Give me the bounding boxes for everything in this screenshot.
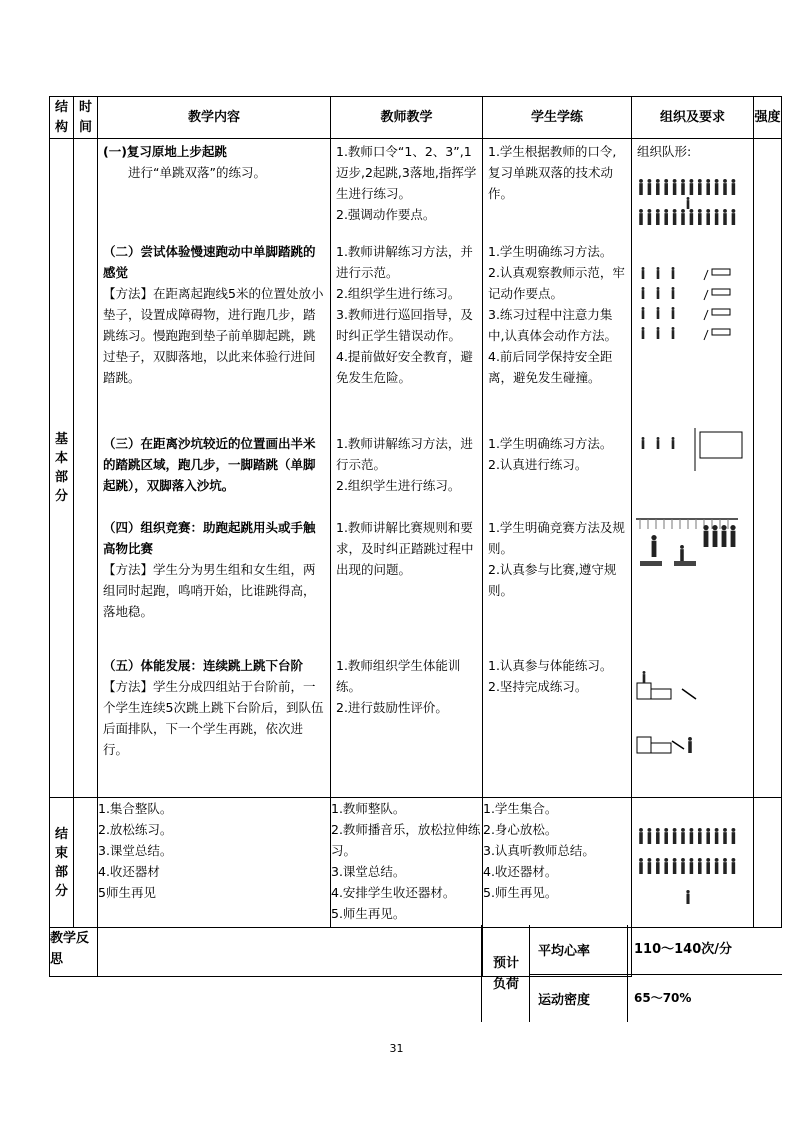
formation-student-icon: [656, 858, 660, 874]
formation-student-icon: [673, 858, 677, 874]
formation-student-icon: [731, 858, 735, 874]
waiting-student-icon: [721, 525, 726, 547]
arrow-icon: [672, 741, 684, 749]
student-icon: [672, 287, 675, 299]
formation-student-icon: [664, 179, 668, 195]
formation-student-icon: [698, 209, 702, 225]
end-student: 1.学生集合。 2.身心放松。 3.认真听教师总结。 4.收还器材。 5.师生再见。: [483, 798, 632, 928]
student-1: 1.学生根据教师的口令,复习单跳双落的技术动作。: [488, 144, 617, 201]
formation-student-icon: [698, 179, 702, 195]
end-org-cell: [632, 798, 754, 928]
student-5: 1.认真参与体能练习。 2.坚持完成练习。: [488, 658, 613, 694]
student-icon: [657, 287, 660, 299]
step-box-icon: [651, 743, 671, 753]
formation-student-icon: [647, 828, 651, 844]
formation-student-icon: [715, 209, 719, 225]
formation-student-icon: [723, 828, 727, 844]
formation-student-icon: [639, 858, 643, 874]
formation-student-icon: [715, 828, 719, 844]
formation-student-icon: [689, 179, 693, 195]
teacher-2: 1.教师讲解练习方法，并进行示范。 2.组织学生进行练习。 3.教师进行巡回指导，及时纠正学生错误动作。 4.提前做好安全教育，避免发生危险。: [336, 244, 473, 385]
header-row: [50, 97, 782, 139]
mat-icon: [712, 309, 730, 315]
student-icon: [688, 737, 692, 753]
section-1-title: (一)复习原地上步起跳: [103, 144, 227, 159]
student-icon: [657, 307, 660, 319]
sandpit-icon: [700, 432, 742, 458]
formation-student-icon: [689, 828, 693, 844]
student-icon: [642, 437, 645, 449]
basic-content-cell: [98, 139, 331, 798]
formation-student-icon: [723, 858, 727, 874]
section-4: [98, 515, 330, 653]
teacher-icon: [686, 890, 689, 904]
formation-student-icon: [731, 179, 735, 195]
step-box-icon: [637, 737, 651, 753]
teacher-1: 1.教师口令“1、2、3”,1迈步,2起跳,3落地,指挥学生进行练习。 2.强调动作要点。: [336, 144, 477, 222]
runner-icon: [680, 545, 684, 561]
header-teacher: 教师教学: [331, 97, 483, 139]
section-4-title: （四）组织竞赛：助跑起跳用头或手触高物比赛: [103, 520, 316, 556]
waiting-student-icon: [730, 525, 735, 547]
student-icon: [672, 437, 675, 449]
formation-student-icon: [731, 828, 735, 844]
mat-icon: [674, 561, 696, 566]
lesson-plan-table: [49, 96, 782, 977]
section-4-body: 学生分为男生组和女生组，两组同时起跑，鸣哨开始，比谁跳得高，落地稳。: [103, 562, 316, 619]
teacher-icon: [687, 197, 690, 209]
formation-student-icon: [681, 858, 685, 874]
basic-intensity-cell: [754, 139, 782, 798]
density-value: 65～70%: [627, 974, 782, 1022]
org-label: 组织队形:: [637, 144, 692, 159]
formation-student-icon: [664, 828, 668, 844]
basic-org-cell: [632, 139, 754, 798]
formation-student-icon: [673, 209, 677, 225]
end-formation-diagram: [632, 798, 752, 926]
teacher-5: 1.教师组织学生体能训练。 2.进行鼓励性评价。: [336, 658, 461, 715]
formation-student-icon: [689, 209, 693, 225]
student-icon: [657, 267, 660, 279]
section-1-body: 进行“单跳双落”的练习。: [128, 165, 266, 180]
load-row-density: [529, 974, 782, 1022]
student-icon: [657, 437, 660, 449]
formation-student-icon: [681, 179, 685, 195]
load-panel: [481, 925, 781, 1023]
section-5-method-tag: 【方法】: [103, 679, 154, 694]
slash-mark-icon: [704, 290, 708, 300]
student-icon: [672, 327, 675, 339]
formation-student-icon: [647, 858, 651, 874]
formation-student-icon: [656, 209, 660, 225]
header-structure: 结构: [50, 97, 74, 139]
formation-student-icon: [715, 858, 719, 874]
basic-section-label: 基本部分: [50, 139, 74, 798]
basic-time-cell: [74, 139, 98, 798]
formation-student-icon: [647, 209, 651, 225]
waiting-student-icon: [712, 525, 717, 547]
formation-student-icon: [698, 858, 702, 874]
slash-mark-icon: [704, 310, 708, 320]
mat-icon: [712, 329, 730, 335]
end-section-row: [50, 798, 782, 928]
reflection-body: [98, 928, 483, 977]
organization-diagrams: [632, 163, 752, 797]
formation-student-icon: [664, 209, 668, 225]
formation-student-icon: [689, 858, 693, 874]
section-2-body: 在距离起跑线5米的位置处放小垫子，设置成障碍物，进行跑几步，踏跳练习。慢跑跑到垫子前单脚起跳，跳过垫子，双脚落地，以此来体验行进间踏跳。: [103, 286, 324, 385]
end-content: 1.集合整队。 2.放松练习。 3.课堂总结。 4.收还器材 5师生再见: [98, 798, 331, 928]
basic-student-cell: [483, 139, 632, 798]
student-icon: [642, 307, 645, 319]
student-3: 1.学生明确练习方法。 2.认真进行练习。: [488, 436, 613, 472]
section-2-title: （二）尝试体验慢速跑动中单脚踏跳的感觉: [103, 244, 316, 280]
mat-icon: [712, 289, 730, 295]
density-label: 运动密度: [538, 992, 591, 1008]
formation-student-icon: [664, 858, 668, 874]
student-icon: [642, 327, 645, 339]
student-icon: [642, 267, 645, 279]
slash-mark-icon: [704, 330, 708, 340]
formation-student-icon: [673, 179, 677, 195]
student-4: 1.学生明确竞赛方法及规则。 2.认真参与比赛,遵守规则。: [488, 520, 625, 598]
step-box-icon: [651, 689, 671, 699]
end-teacher: 1.教师整队。 2.教师播音乐，放松拉伸练习。 3.课堂总结。 4.安排学生收还器材。 5.师生再见。: [331, 798, 483, 928]
formation-student-icon: [723, 179, 727, 195]
student-icon: [672, 267, 675, 279]
formation-student-icon: [715, 179, 719, 195]
formation-student-icon: [656, 828, 660, 844]
header-content: 教学内容: [98, 97, 331, 139]
formation-student-icon: [706, 828, 710, 844]
section-2: [98, 239, 330, 431]
formation-student-icon: [639, 179, 643, 195]
formation-student-icon: [656, 179, 660, 195]
section-2-method-tag: 【方法】: [103, 286, 154, 301]
formation-student-icon: [681, 828, 685, 844]
heart-rate-label: 平均心率: [538, 944, 591, 959]
end-section-label: 结束部分: [50, 798, 74, 928]
section-3: [98, 431, 330, 515]
section-5: [98, 653, 330, 760]
formation-student-icon: [681, 209, 685, 225]
slash-mark-icon: [704, 270, 708, 280]
formation-student-icon: [706, 858, 710, 874]
student-2: 1.学生明确练习方法。 2.认真观察教师示范，牢记动作要点。 3.练习过程中注意力集中,认真体会动作方法。 4.前后同学保持安全距离，避免发生碰撞。: [488, 244, 625, 385]
load-row-heart-rate: [529, 925, 782, 975]
student-icon: [643, 671, 646, 683]
arrow-icon: [682, 689, 696, 699]
student-icon: [642, 287, 645, 299]
load-label-box: [481, 925, 530, 1022]
section-5-body: 学生分成四组站于台阶前，一个学生连续5次跳上跳下台阶后，到队伍后面排队，下一个学生再跳，依次进行。: [103, 679, 324, 757]
page-number: 31: [389, 1042, 404, 1055]
section-3-title: （三）在距离沙坑较近的位置画出半米的踏跳区域，跑几步，一脚踏跳（单脚起跳），双脚落入沙坑。: [103, 436, 316, 493]
header-time: 时间: [74, 97, 98, 139]
section-1: [98, 139, 330, 239]
basic-section-row: [50, 139, 782, 798]
end-intensity-cell: [754, 798, 782, 928]
student-icon: [672, 307, 675, 319]
waiting-student-icon: [703, 525, 708, 547]
section-4-method-tag: 【方法】: [103, 562, 154, 577]
mat-icon: [640, 561, 662, 566]
mat-icon: [712, 269, 730, 275]
teacher-3: 1.教师讲解练习方法，进行示范。 2.组织学生进行练习。: [336, 436, 473, 493]
header-student: 学生学练: [483, 97, 632, 139]
formation-student-icon: [731, 209, 735, 225]
formation-student-icon: [706, 209, 710, 225]
step-box-icon: [637, 683, 651, 699]
section-5-title: （五）体能发展：连续跳上跳下台阶: [103, 658, 304, 673]
formation-student-icon: [639, 828, 643, 844]
heart-rate-value: 110～140次/分: [627, 925, 782, 974]
formation-student-icon: [706, 179, 710, 195]
header-org: 组织及要求: [632, 97, 754, 139]
jumper-icon: [651, 535, 656, 557]
formation-student-icon: [673, 828, 677, 844]
formation-student-icon: [647, 179, 651, 195]
teacher-4: 1.教师讲解比赛规则和要求，及时纠正踏跳过程中出现的问题。: [336, 520, 474, 577]
formation-student-icon: [723, 209, 727, 225]
reflection-label: 教学反思: [50, 928, 98, 977]
student-icon: [657, 327, 660, 339]
header-intensity: 强度: [754, 97, 782, 139]
load-label-text: 预计负荷: [492, 955, 519, 992]
end-time-cell: [74, 798, 98, 928]
formation-student-icon: [639, 209, 643, 225]
formation-student-icon: [698, 828, 702, 844]
basic-teacher-cell: [331, 139, 483, 798]
